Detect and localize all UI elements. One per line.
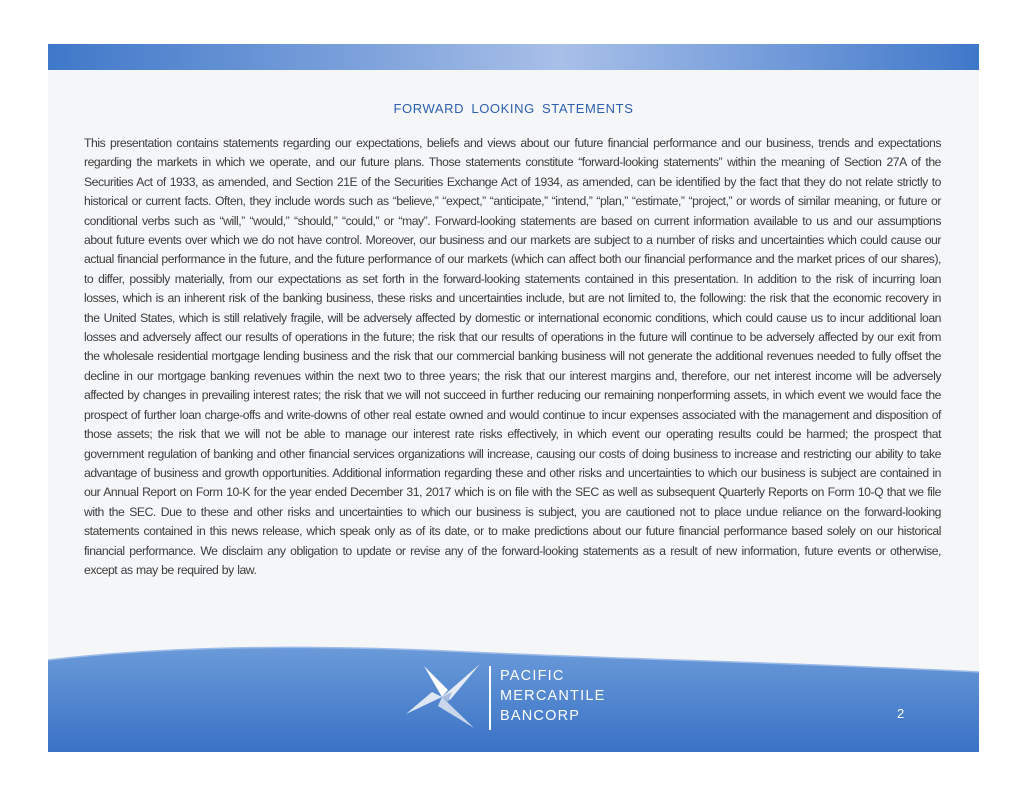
brand-line-3: BANCORP (500, 708, 581, 724)
brand-line-1: PACIFIC (500, 668, 565, 684)
logo-divider (489, 666, 491, 730)
brand-wordmark (500, 666, 605, 726)
slide (48, 44, 979, 752)
slide-title: FORWARD LOOKING STATEMENTS (393, 101, 634, 116)
forward-looking-statements-text: This presentation contains statements regarding our expectations, beliefs and views about our future financial performance and our business, trends and expectations regarding the markets in which we operate, and our future plans. Those statements constitute “forward-looking statements” within the meaning of Section 27A of the Securities Act of 1933, as amended, and Section 21E of the Securities Exchange Act of 1934, as amended, can be identified by the fact that they do not relate strictly to historical or current facts. Often, they include words such as “believe,” “expect,” “anticipate,” “intend,” “plan,” “estimate,” “project,” or words of similar meaning, or future or conditional verbs such as “will,” “would,” “should,” “could,” or “may”. Forward-looking statements are based on current information available to us and our assumptions about future events over which we do not have control. Moreover, our business and our markets are subject to a number of risks and uncertainties which could cause our actual financial performance in the future, and the future performance of our markets (which can affect both our financial performance and the market prices of our shares), to differ, possibly materially, from our expectations as set forth in the forward-looking statements contained in this presentation. In addition to the risk of incurring loan losses, which is an inherent risk of the banking business, these risks and uncertainties include, but are not limited to, the following: the risk that the economic recovery in the United States, which is still relatively fragile, will be adversely affected by domestic or international economic conditions, which could cause us to incur additional loan losses and adversely affect our results of operations in the future; the risk that our results of operations in the future will continue to be adversely affected by our exit from the wholesale residential mortgage lending business and the risk that our commercial banking business will not generate the additional revenues needed to fully offset the decline in our mortgage banking revenues within the next two to three years; the risk that our interest margins and, therefore, our net interest income will be adversely affected by changes in prevailing interest rates; the risk that we will not succeed in further reducing our remaining nonperforming assets, in which event we would face the prospect of further loan charge-offs and write-downs of other real estate owned and would continue to incur expenses associated with the management and disposition of those assets; the risk that we will not be able to manage our interest rate risks effectively, in which event our operating results could be harmed; the prospect that government regulation of banking and other financial services organizations will increase, causing our costs of doing business to increase and restricting our ability to take advantage of business and growth opportunities. Additional information regarding these and other risks and uncertainties to which our business is subject are contained in our Annual Report on Form 10-K for the year ended December 31, 2017 which is on file with the SEC as well as subsequent Quarterly Reports on Form 10-Q that we file with the SEC. Due to these and other risks and uncertainties to which our business is subject, you are cautioned not to place undue reliance on the forward-looking statements contained in this news release, which speak only as of its date, or to make predictions about our future financial performance based solely on our historical financial performance. We disclaim any obligation to update or revise any of the forward-looking statements as a result of new information, future events or otherwise, except as may be required by law. (84, 136, 941, 577)
pinwheel-logo-icon (402, 662, 482, 732)
brand-line-2: MERCANTILE (500, 688, 606, 704)
header-band (48, 44, 979, 70)
page-number: 2 (897, 706, 905, 721)
